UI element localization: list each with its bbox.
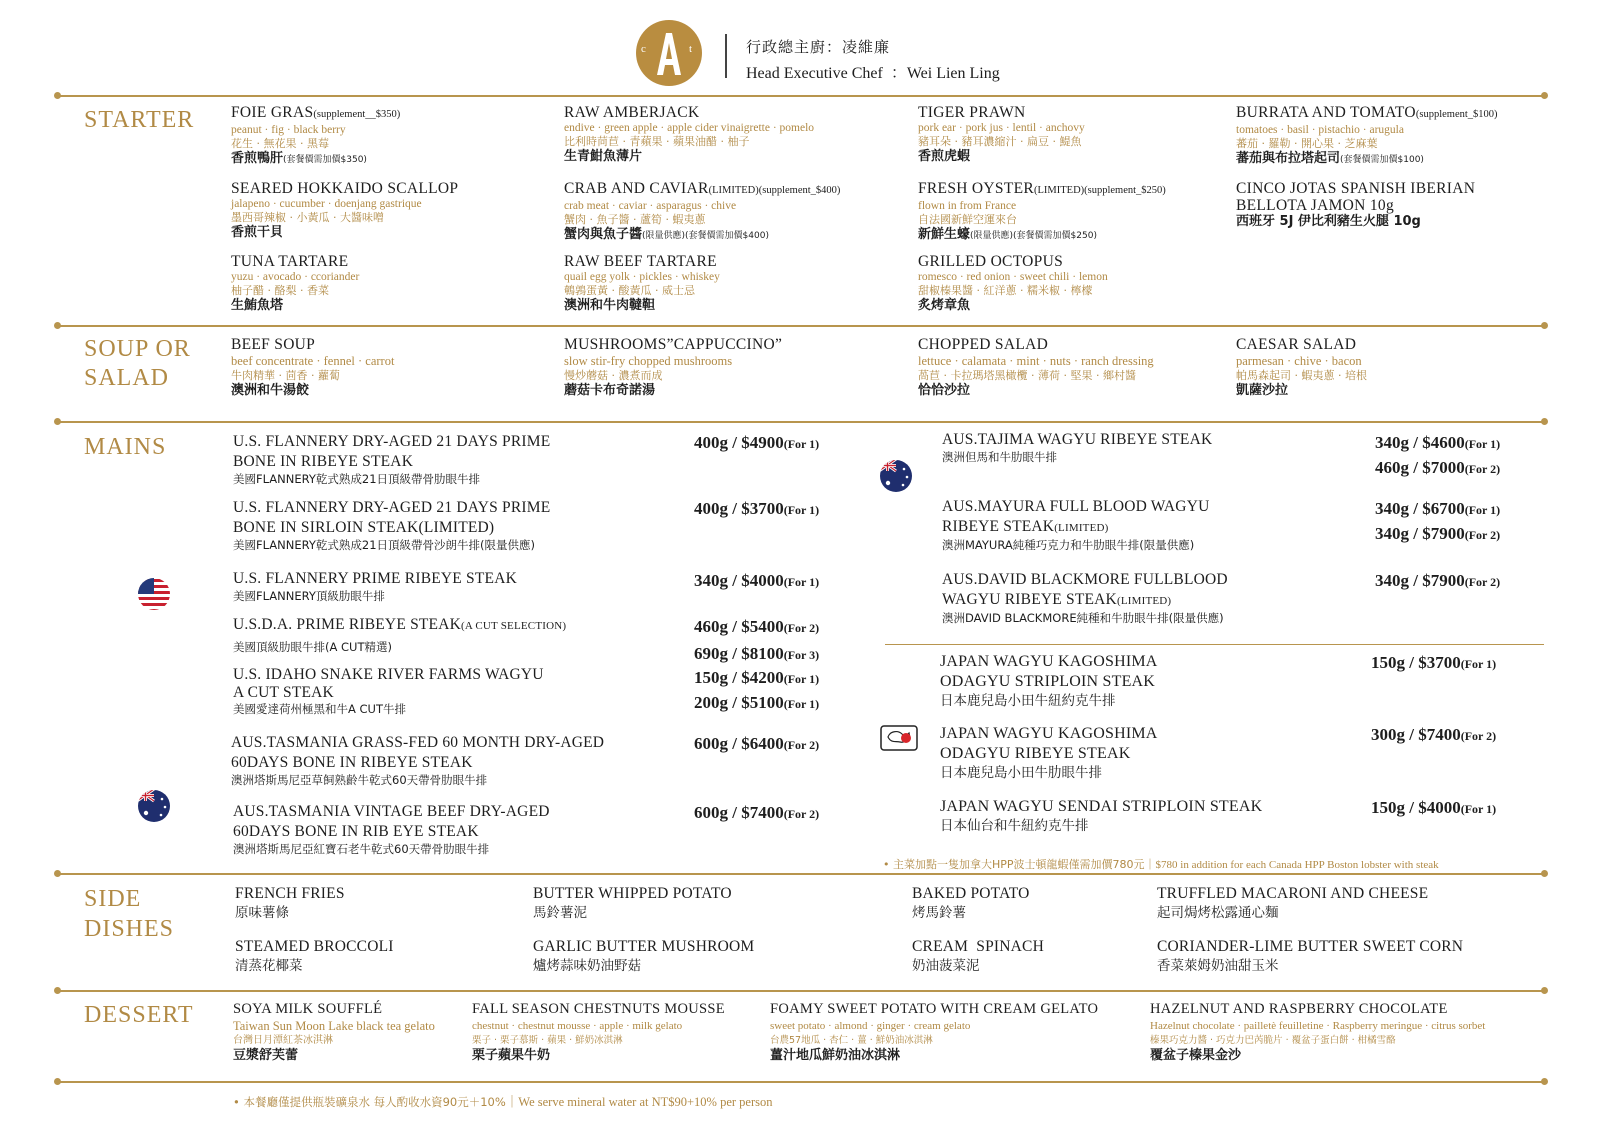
main-name-line2: ODAGYU STRIPLOIN STEAK	[940, 673, 1156, 690]
section-title-dessert: DESSERT	[84, 1002, 194, 1028]
japan-map-icon	[880, 725, 918, 756]
price-value: 460g / $7000	[1375, 458, 1465, 477]
side-item	[1157, 884, 1428, 922]
item-name-zh: 香煎鴨肝	[231, 151, 284, 166]
price-value: 340g / $4600	[1375, 433, 1465, 452]
side-item	[533, 937, 754, 975]
dessert-description-zh: 栗子 · 栗子慕斯 · 蘋果 · 鮮奶冰淇淋	[472, 1035, 623, 1046]
side-name-zh: 清蒸花椰菜	[235, 958, 303, 974]
divider-dot	[54, 92, 61, 99]
item-name-text: FRESH OYSTER	[918, 180, 1034, 197]
main-name-zh: 澳洲塔斯馬尼亞紅寶石老牛乾式60天帶骨肋眼牛排	[233, 842, 490, 856]
price-portion: (For 2)	[783, 621, 820, 635]
section-title-mains: MAINS	[84, 434, 167, 460]
divider-dot	[54, 418, 61, 425]
side-item	[912, 937, 1044, 975]
main-name-line1: U.S. FLANNERY PRIME RIBEYE STEAK	[233, 570, 517, 587]
dessert-name: HAZELNUT AND RASPBERRY CHOCOLATE	[1150, 1001, 1448, 1017]
divider-dot	[1541, 987, 1548, 994]
item-name: BEEF SOUP	[231, 336, 316, 353]
price-row	[694, 432, 819, 455]
dessert-item	[770, 1001, 1098, 1064]
price-row	[694, 802, 819, 825]
divider-dot	[1541, 1078, 1548, 1085]
item-name-zh: 炙烤章魚	[918, 298, 971, 313]
main-item	[942, 570, 1228, 626]
price-portion: (For 2)	[1464, 462, 1501, 476]
main-name-row	[233, 615, 566, 636]
divider-dot	[54, 987, 61, 994]
dessert-description: sweet potato · almond · ginger · cream gelato	[770, 1020, 971, 1032]
australia-flag-icon	[879, 459, 913, 498]
item-supplement-zh: (套餐價需加價$100)	[1340, 155, 1424, 165]
price-row	[1375, 570, 1500, 593]
main-name-line1: AUS.TASMANIA GRASS-FED 60 MONTH DRY-AGED	[231, 734, 605, 751]
main-name-sup: (A CUT SELECTION)	[461, 620, 567, 632]
price-row	[694, 733, 819, 756]
price-row	[694, 641, 819, 668]
water-note-en: ｜We serve mineral water at NT$90+10% per person	[505, 1095, 773, 1109]
item-name	[1236, 104, 1498, 123]
price-portion: (For 1)	[783, 672, 820, 686]
price-portion: (For 1)	[1460, 657, 1497, 671]
logo	[635, 19, 703, 87]
lobster-note	[883, 856, 1439, 872]
dessert-description-zh: 榛果巧克力醬 · 巧克力巴芮脆片 · 覆盆子蛋白餅 · 柑橘雪酪	[1150, 1035, 1396, 1046]
price-value: 340g / $7900	[1375, 571, 1465, 590]
water-note	[233, 1092, 773, 1110]
main-item	[231, 733, 604, 788]
section-title-sides-line1: SIDE	[84, 886, 142, 912]
item-name-zh: 凱薩沙拉	[1236, 383, 1289, 398]
item-description-zh: 柚子醋 · 酪梨 · 香菜	[231, 284, 329, 297]
main-price	[694, 733, 819, 756]
header-divider	[725, 34, 727, 78]
main-name-zh: 澳洲MAYURA純種巧克力和牛肋眼牛排(限量供應)	[942, 538, 1195, 552]
dessert-name: FALL SEASON CHESTNUTS MOUSSE	[472, 1001, 725, 1017]
item-description: yuzu · avocado · ccoriander	[231, 271, 360, 283]
item-name: GRILLED OCTOPUS	[918, 253, 1064, 270]
price-row	[694, 666, 819, 691]
price-portion: (For 1)	[783, 575, 820, 589]
item-description-zh: 鵪鶉蛋黃 · 酸黃瓜 · 威士忌	[564, 284, 695, 297]
main-item	[233, 569, 517, 604]
main-name-zh: 美國FLANNERY乾式熟成21日頂級帶骨沙朗牛排(限量供應)	[233, 538, 536, 552]
price-row	[694, 691, 819, 716]
price-value: 340g / $4000	[694, 571, 784, 590]
main-price	[1375, 570, 1500, 593]
item-name: CHOPPED SALAD	[918, 336, 1049, 353]
menu-item	[1236, 336, 1367, 399]
main-name-line1: U.S.D.A. PRIME RIBEYE STEAK	[233, 616, 462, 633]
side-name-zh: 爐烤蒜味奶油野菇	[533, 958, 641, 974]
divider-dot	[1541, 92, 1548, 99]
item-description: quail egg yolk · pickles · whiskey	[564, 271, 720, 283]
mains-right-divider	[885, 644, 1544, 645]
main-name-line2: RIBEYE STEAK	[942, 518, 1055, 535]
dessert-name-zh: 栗子蘋果牛奶	[472, 1048, 551, 1063]
price-row	[1371, 724, 1496, 747]
divider-6	[58, 1081, 1544, 1083]
main-name-line2: BONE IN SIRLOIN STEAK(LIMITED)	[233, 519, 495, 536]
menu-item	[564, 336, 782, 399]
dessert-description: Taiwan Sun Moon Lake black tea gelato	[233, 1019, 435, 1033]
item-name-text: CRAB AND CAVIAR	[564, 180, 709, 197]
item-description: slow stir-fry chopped mushrooms	[564, 354, 733, 368]
divider-dot	[1541, 418, 1548, 425]
main-item	[233, 802, 550, 857]
divider-dot	[54, 1078, 61, 1085]
main-name-zh: 澳洲DAVID BLACKMORE純種和牛肋眼牛排(限量供應)	[942, 611, 1224, 625]
price-row	[694, 614, 819, 641]
item-description-zh: 萵苣 · 卡拉瑪塔黑橄欖 · 薄荷 · 堅果 · 鄉村醬	[918, 369, 1136, 382]
section-title-sides-line2: DISHES	[84, 916, 175, 942]
item-supplement-zh: (限量供應)(套餐價需加價$400)	[642, 231, 769, 241]
dessert-item	[472, 1001, 725, 1064]
dessert-name: SOYA MILK SOUFFLÉ	[233, 1001, 383, 1017]
main-name-line2: 60DAYS BONE IN RIBEYE STEAK	[231, 754, 473, 771]
item-description-zh: 墨西哥辣椒 · 小黃瓜 · 大醬味噌	[231, 211, 384, 224]
item-description-zh: 慢炒蘑菇 · 濃煮而成	[564, 369, 663, 382]
side-name: CREAM SPINACH	[912, 938, 1044, 955]
main-name-zh: 澳洲但馬和牛肋眼牛排	[942, 450, 1057, 464]
main-name-zh: 日本仙台和牛紐約克牛排	[940, 818, 1089, 834]
item-description-zh: 帕馬森起司 · 蝦夷蔥 · 培根	[1236, 369, 1367, 382]
divider-3	[58, 421, 1544, 423]
item-supplement-zh: (套餐價需加價$350)	[283, 155, 367, 165]
item-description: pork ear · pork jus · lentil · anchovy	[918, 122, 1085, 134]
item-name: CINCO JOTAS SPANISH IBERIAN BELLOTA JAMON 10g	[1236, 180, 1476, 214]
item-name-zh: 蟹肉與魚子醬	[564, 227, 643, 242]
side-name-zh: 奶油菠菜泥	[912, 958, 980, 974]
price-portion: (For 2)	[1460, 729, 1497, 743]
item-description-zh: 花生 · 無花果 · 黑莓	[231, 137, 329, 150]
main-name-line2: A CUT STEAK	[233, 684, 334, 701]
water-note-zh: • 本餐廳僅提供瓶裝礦泉水 每人酌收水資90元＋10%	[233, 1095, 506, 1109]
main-price	[694, 498, 819, 521]
price-portion: (For 1)	[1460, 802, 1497, 816]
item-name-zh: 西班牙 5J 伊比利豬生火腿 10g	[1236, 214, 1421, 229]
main-price	[694, 666, 819, 716]
lobster-note-zh: • 主菜加點一隻加拿大HPP波士頓龍蝦僅需加價780元	[883, 858, 1145, 871]
item-description-zh: 自法國新鮮空運來台	[918, 213, 1017, 226]
item-description: flown in from France	[918, 200, 1017, 212]
menu-item	[918, 104, 1085, 165]
side-name-zh: 馬鈴薯泥	[533, 905, 587, 921]
item-description: crab meat · caviar · asparagus · chive	[564, 200, 737, 212]
item-description: tomatoes · basil · pistachio · arugula	[1236, 124, 1404, 136]
item-name	[564, 180, 840, 199]
item-name-zh: 生鮪魚塔	[231, 298, 284, 313]
item-supplement: (LIMITED)(supplement_$400)	[708, 185, 841, 196]
price-value: 460g / $5400	[694, 617, 784, 636]
dessert-description: chestnut · chestnut mousse · apple · milk gelato	[472, 1020, 683, 1032]
item-name-zh: 蘑菇卡布奇諾湯	[564, 383, 656, 398]
logo-letter-right: t	[689, 43, 693, 55]
item-description: parmesan · chive · bacon	[1236, 354, 1362, 368]
main-name-line1: AUS.TASMANIA VINTAGE BEEF DRY-AGED	[233, 803, 550, 820]
main-name-line1: AUS.DAVID BLACKMORE FULLBLOOD	[942, 571, 1228, 588]
price-value: 200g / $5100	[694, 693, 784, 712]
price-value: 300g / $7400	[1371, 725, 1461, 744]
item-name: MUSHROOMS”CAPPUCCINO”	[564, 336, 783, 353]
main-name-zh: 日本鹿兒島小田牛肋眼牛排	[940, 765, 1102, 781]
price-portion: (For 2)	[783, 807, 820, 821]
side-name-zh: 原味薯條	[235, 905, 289, 921]
main-item	[233, 666, 544, 717]
main-item	[940, 652, 1158, 710]
price-row	[1371, 652, 1496, 675]
side-name: FRENCH FRIES	[235, 885, 345, 902]
main-name-line1: JAPAN WAGYU KAGOSHIMA	[940, 725, 1158, 742]
main-item	[940, 797, 1262, 835]
side-name: BUTTER WHIPPED POTATO	[533, 885, 732, 902]
item-name: RAW BEEF TARTARE	[564, 253, 717, 270]
dessert-name-zh: 覆盆子榛果金沙	[1150, 1048, 1242, 1063]
item-name: TUNA TARTARE	[231, 253, 349, 270]
price-portion: (For 3)	[783, 648, 820, 662]
price-value: 340g / $6700	[1375, 499, 1465, 518]
item-name-text: FOIE GRAS	[231, 104, 314, 121]
item-name-zh: 香煎干貝	[231, 225, 284, 240]
side-name: GARLIC BUTTER MUSHROOM	[533, 938, 755, 955]
item-description-zh: 蕃茄 · 羅勒 · 開心果 · 芝麻葉	[1236, 137, 1378, 150]
divider-4	[58, 873, 1544, 875]
item-description: peanut · fig · black berry	[231, 124, 346, 136]
menu-item	[1236, 104, 1498, 168]
main-item	[942, 497, 1210, 553]
main-name-zh: 美國頂級肋眼牛排(A CUT精選)	[233, 640, 392, 654]
main-name-line1: U.S. FLANNERY DRY-AGED 21 DAYS PRIME	[233, 433, 551, 450]
menu-item	[918, 253, 1108, 314]
main-price	[1375, 431, 1500, 481]
item-name-zh-row	[564, 227, 840, 244]
dessert-description-zh: 台農57地瓜 · 杏仁 · 薑 · 鮮奶油冰淇淋	[770, 1035, 933, 1046]
price-value: 600g / $6400	[694, 734, 784, 753]
side-name-zh: 烤馬鈴薯	[912, 905, 966, 921]
item-name: CAESAR SALAD	[1236, 336, 1357, 353]
divider-dot	[1541, 322, 1548, 329]
price-portion: (For 1)	[783, 503, 820, 517]
menu-item	[564, 180, 840, 244]
side-name: TRUFFLED MACARONI AND CHEESE	[1157, 885, 1429, 902]
item-supplement: (supplement__$350)	[313, 109, 401, 120]
main-price	[1371, 724, 1496, 747]
divider-dot	[54, 870, 61, 877]
item-name	[918, 180, 1166, 199]
main-price	[1371, 797, 1496, 820]
menu-item	[1236, 180, 1496, 230]
price-value: 690g / $8100	[694, 644, 784, 663]
divider-dot	[54, 322, 61, 329]
item-name-zh: 香煎虎蝦	[918, 149, 971, 164]
main-item	[940, 724, 1158, 782]
price-value: 150g / $4000	[1371, 798, 1461, 817]
main-price	[694, 802, 819, 825]
price-row	[694, 498, 819, 521]
australia-flag-icon	[137, 789, 171, 828]
logo-letter-left: c	[641, 43, 646, 55]
main-name-line1: JAPAN WAGYU SENDAI STRIPLOIN STEAK	[940, 798, 1263, 815]
dessert-item	[1150, 1001, 1485, 1064]
menu-item	[918, 180, 1166, 244]
dessert-item	[233, 1001, 435, 1064]
main-name-line2: ODAGYU RIBEYE STEAK	[940, 745, 1131, 762]
divider-dot	[1541, 870, 1548, 877]
menu-item	[231, 180, 458, 241]
menu-item	[231, 253, 359, 314]
item-supplement: (supplement_$100)	[1415, 109, 1498, 120]
item-description: romesco · red onion · sweet chili · lemon	[918, 271, 1108, 283]
menu-item	[231, 336, 394, 399]
main-name-line1: AUS.MAYURA FULL BLOOD WAGYU	[942, 498, 1210, 515]
side-name: CORIANDER-LIME BUTTER SWEET CORN	[1157, 938, 1464, 955]
price-row	[1371, 797, 1496, 820]
main-name-zh: 澳洲塔斯馬尼亞草飼熟齡牛乾式60天帶骨肋眼牛排	[231, 773, 488, 787]
main-name-row	[942, 590, 1228, 611]
item-description-zh: 豬耳朵 · 豬耳濃縮汁 · 扁豆 · 鯷魚	[918, 135, 1082, 148]
main-name-line1: AUS.TAJIMA WAGYU RIBEYE STEAK	[942, 431, 1213, 448]
menu-item	[918, 336, 1154, 399]
price-row	[1375, 497, 1500, 522]
item-description: beef concentrate · fennel · carrot	[231, 354, 395, 368]
item-description-zh: 比利時苘苣 · 青蘋果 · 蘋果油醋 · 柚子	[564, 135, 750, 148]
price-row	[694, 570, 819, 593]
dessert-name-zh: 豆漿舒芙蕾	[233, 1048, 299, 1063]
item-name	[231, 104, 400, 123]
main-name-zh: 日本鹿兒島小田牛紐約克牛排	[940, 693, 1116, 709]
item-name-zh: 生青魽魚薄片	[564, 149, 643, 164]
item-supplement-zh: (限量供應)(套餐價需加價$250)	[970, 231, 1097, 241]
item-name-zh: 恰恰沙拉	[918, 383, 971, 398]
main-price	[1375, 497, 1500, 547]
item-name-zh: 澳洲和牛湯餃	[231, 383, 310, 398]
main-item	[942, 430, 1212, 465]
item-name-zh: 新鮮生蠔	[918, 227, 971, 242]
price-value: 600g / $7400	[694, 803, 784, 822]
menu-item	[564, 104, 814, 165]
main-name-zh: 美國愛達荷州極黑和牛A CUT牛排	[233, 702, 406, 716]
price-row	[1375, 431, 1500, 456]
price-value: 340g / $7900	[1375, 524, 1465, 543]
item-name-text: BURRATA AND TOMATO	[1236, 104, 1416, 121]
price-value: 400g / $3700	[694, 499, 784, 518]
side-item	[235, 884, 345, 922]
price-value: 150g / $4200	[694, 668, 784, 687]
chef-title-zh: 行政總主廚：凌維廉	[746, 38, 891, 56]
price-portion: (For 1)	[1464, 503, 1501, 517]
lobster-note-en: ｜$780 in addition for each Canada HPP Boston lobster with steak	[1144, 859, 1439, 871]
side-item	[533, 884, 732, 922]
item-description-zh: 牛肉精華 · 茴香 · 蘿蔔	[231, 369, 340, 382]
dessert-name-zh: 薑汁地瓜鮮奶油冰淇淋	[770, 1048, 901, 1063]
price-value: 400g / $4900	[694, 433, 784, 452]
main-item	[233, 615, 566, 655]
main-name-line2: WAGYU RIBEYE STEAK	[942, 591, 1117, 608]
price-portion: (For 2)	[1464, 575, 1501, 589]
price-row	[1375, 522, 1500, 547]
side-name: BAKED POTATO	[912, 885, 1030, 902]
price-row	[1375, 456, 1500, 481]
main-name-line1: JAPAN WAGYU KAGOSHIMA	[940, 653, 1158, 670]
price-portion: (For 1)	[783, 437, 820, 451]
main-name-line1: U.S. FLANNERY DRY-AGED 21 DAYS PRIME	[233, 499, 551, 516]
side-name: STEAMED BROCCOLI	[235, 938, 394, 955]
item-description-zh: 甜椒榛果醬 · 紅洋蔥 · 糯米椒 · 檸檬	[918, 284, 1093, 297]
usa-flag-icon	[137, 577, 171, 616]
main-item	[233, 498, 550, 553]
item-description: jalapeno · cucumber · doenjang gastrique	[231, 198, 422, 210]
dessert-description: Hazelnut chocolate · pailletè feuilletine · Raspberry meringue · citrus sorbet	[1150, 1020, 1486, 1032]
side-item	[235, 937, 394, 975]
menu-item	[231, 104, 400, 168]
divider-1	[58, 95, 1544, 97]
item-name-zh: 澳洲和牛肉韃靼	[564, 298, 656, 313]
item-supplement: (LIMITED)(supplement_$250)	[1034, 185, 1166, 196]
side-item	[912, 884, 1030, 922]
menu-item	[564, 253, 720, 314]
main-price	[694, 570, 819, 593]
main-name-line1: U.S. IDAHO SNAKE RIVER FARMS WAGYU	[233, 666, 544, 683]
main-price	[1371, 652, 1496, 675]
divider-5	[58, 990, 1544, 992]
main-item	[233, 432, 550, 487]
item-description-zh: 蟹肉 · 魚子醬 · 蘆筍 · 蝦夷蔥	[564, 213, 706, 226]
price-portion: (For 1)	[1464, 437, 1501, 451]
section-title-starter: STARTER	[84, 107, 195, 133]
item-name-zh: 蕃茄與布拉塔起司	[1236, 151, 1341, 166]
dessert-name: FOAMY SWEET POTATO WITH CREAM GELATO	[770, 1001, 1099, 1017]
item-name: TIGER PRAWN	[918, 104, 1026, 121]
main-name-zh: 美國FLANNERY頂級肋眼牛排	[233, 589, 385, 603]
main-price	[694, 432, 819, 455]
item-name-zh-row	[231, 151, 400, 168]
item-description: endive · green apple · apple cider vinaigrette · pomelo	[564, 122, 815, 134]
side-name-zh: 香菜萊姆奶油甜玉米	[1157, 958, 1279, 974]
item-name-zh-row	[1236, 151, 1498, 168]
item-name-zh-row	[918, 227, 1166, 244]
main-price	[694, 614, 819, 668]
chef-title-en: Head Executive Chef ：Wei Lien Ling	[746, 65, 1000, 82]
section-title-soup-line2: SALAD	[84, 365, 170, 391]
price-portion: (For 1)	[783, 697, 820, 711]
main-name-line2: BONE IN RIBEYE STEAK	[233, 453, 414, 470]
item-name: SEARED HOKKAIDO SCALLOP	[231, 180, 459, 197]
main-name-zh: 美國FLANNERY乾式熟成21日頂級帶骨肋眼牛排	[233, 472, 481, 486]
dessert-description-zh: 台灣日月潭紅茶冰淇淋	[233, 1035, 333, 1046]
main-name-row	[942, 517, 1210, 538]
side-name-zh: 起司焗烤松露通心麵	[1157, 905, 1279, 921]
main-name-sup: (LIMITED)	[1116, 595, 1172, 607]
price-value: 150g / $3700	[1371, 653, 1461, 672]
item-description: lettuce · calamata · mint · nuts · ranch dressing	[918, 354, 1154, 368]
divider-2	[58, 325, 1544, 327]
main-name-sup: (LIMITED)	[1054, 522, 1109, 534]
price-portion: (For 2)	[783, 738, 820, 752]
side-item	[1157, 937, 1463, 975]
price-portion: (For 2)	[1464, 528, 1501, 542]
main-name-line2: 60DAYS BONE IN RIB EYE STEAK	[233, 823, 479, 840]
item-name: RAW AMBERJACK	[564, 104, 700, 121]
section-title-soup-line1: SOUP OR	[84, 336, 191, 362]
